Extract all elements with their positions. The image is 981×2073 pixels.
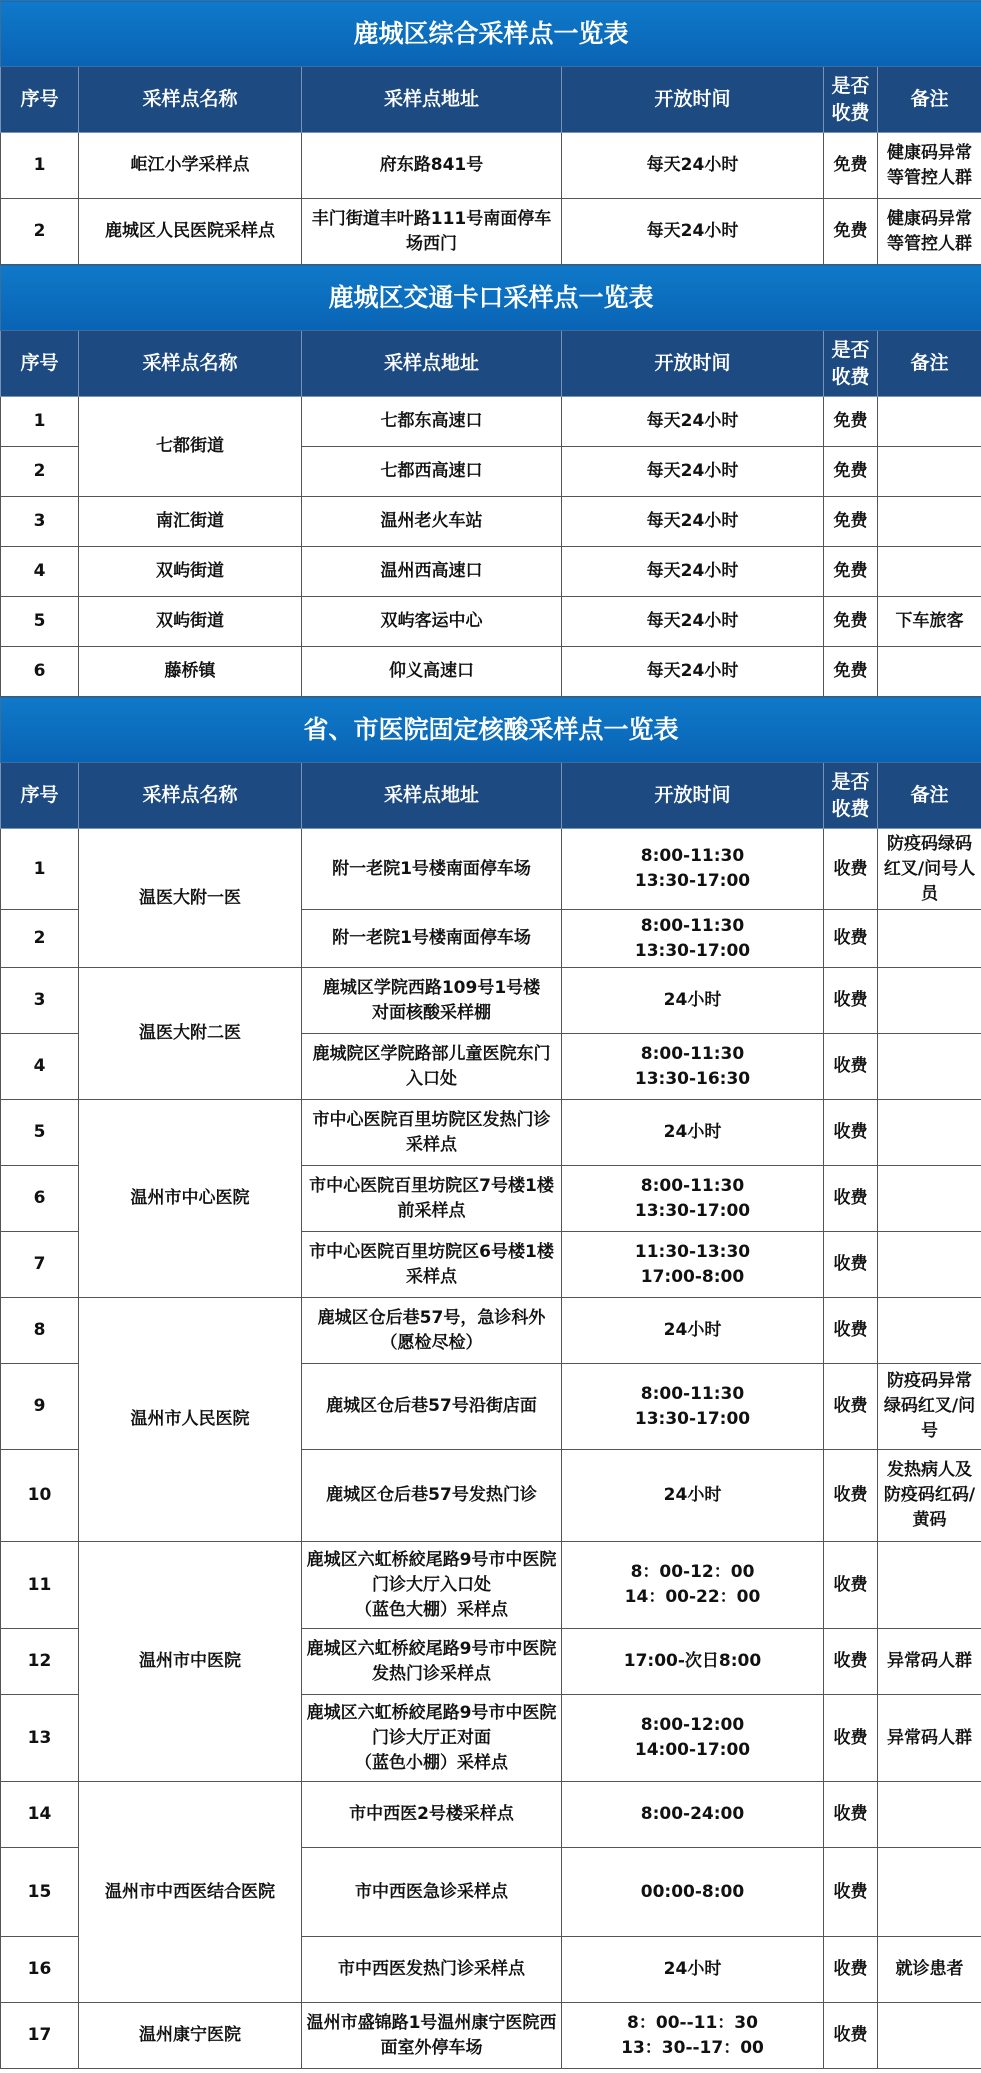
site-name: 温州市中心医院 [79, 1100, 302, 1298]
fee-status: 收费 [824, 1695, 878, 1782]
open-hours: 每天24小时 [562, 397, 824, 447]
remarks [878, 447, 981, 497]
remarks: 防疫码绿码 红叉/问号人员 [878, 829, 981, 910]
column-header-no: 序号 [1, 763, 79, 829]
fee-status: 免费 [824, 397, 878, 447]
site-name: 温州市中西医结合医院 [79, 1782, 302, 2003]
column-header-time: 开放时间 [562, 331, 824, 397]
row-number: 3 [1, 497, 79, 547]
table-row [1, 647, 981, 697]
row-number: 16 [1, 1937, 79, 2003]
column-header-name: 采样点名称 [79, 763, 302, 829]
fee-status: 收费 [824, 1100, 878, 1166]
site-address: 市中西医2号楼采样点 [302, 1782, 562, 1848]
site-name: 温医大附一医 [79, 829, 302, 968]
table-row [1, 1542, 981, 1629]
site-name: 鹿城区人民医院采样点 [79, 199, 302, 265]
fee-status: 收费 [824, 1166, 878, 1232]
row-number: 6 [1, 647, 79, 697]
site-address: 温州老火车站 [302, 497, 562, 547]
site-address: 鹿城区仓后巷57号，急诊科外 （愿检尽检） [302, 1298, 562, 1364]
fee-status: 收费 [824, 968, 878, 1034]
site-address: 双屿客运中心 [302, 597, 562, 647]
row-number: 11 [1, 1542, 79, 1629]
row-number: 4 [1, 547, 79, 597]
open-hours: 每天24小时 [562, 597, 824, 647]
site-address: 市中心医院百里坊院区6号楼1楼 采样点 [302, 1232, 562, 1298]
row-number: 8 [1, 1298, 79, 1364]
remarks [878, 1166, 981, 1232]
row-number: 5 [1, 597, 79, 647]
fee-status: 收费 [824, 1937, 878, 2003]
column-header-note: 备注 [878, 331, 981, 397]
remarks [878, 1232, 981, 1298]
table-row [1, 497, 981, 547]
table-row [1, 829, 981, 910]
remarks: 防疫码异常 绿码红叉/问号 [878, 1364, 981, 1450]
fee-status: 收费 [824, 2003, 878, 2069]
fee-status: 免费 [824, 547, 878, 597]
remarks: 异常码人群 [878, 1695, 981, 1782]
site-address: 温州市盛锦路1号温州康宁医院西 面室外停车场 [302, 2003, 562, 2069]
open-hours: 8:00-12:00 14:00-17:00 [562, 1695, 824, 1782]
open-hours: 8:00-11:30 13:30-16:30 [562, 1034, 824, 1100]
fee-status: 免费 [824, 647, 878, 697]
open-hours: 17:00-次日8:00 [562, 1629, 824, 1695]
open-hours: 8:00-11:30 13:30-17:00 [562, 1364, 824, 1450]
column-header-no: 序号 [1, 67, 79, 133]
row-number: 4 [1, 1034, 79, 1100]
column-header-name: 采样点名称 [79, 67, 302, 133]
table-row [1, 133, 981, 199]
row-number: 3 [1, 968, 79, 1034]
remarks [878, 1100, 981, 1166]
open-hours: 每天24小时 [562, 647, 824, 697]
remarks [878, 2003, 981, 2069]
site-address: 鹿城区六虹桥絞尾路9号市中医院 门诊大厅入口处 （蓝色大棚）采样点 [302, 1542, 562, 1629]
open-hours: 每天24小时 [562, 133, 824, 199]
row-number: 9 [1, 1364, 79, 1450]
fee-status: 收费 [824, 1034, 878, 1100]
remarks [878, 547, 981, 597]
row-number: 2 [1, 447, 79, 497]
fee-status: 免费 [824, 447, 878, 497]
open-hours: 11:30-13:30 17:00-8:00 [562, 1232, 824, 1298]
row-number: 1 [1, 397, 79, 447]
table-row [1, 968, 981, 1034]
table-row [1, 547, 981, 597]
site-address: 市中西医急诊采样点 [302, 1848, 562, 1937]
site-address: 温州西高速口 [302, 547, 562, 597]
table-row [1, 597, 981, 647]
site-address: 七都东高速口 [302, 397, 562, 447]
site-address: 鹿城区六虹桥絞尾路9号市中医院 发热门诊采样点 [302, 1629, 562, 1695]
row-number: 6 [1, 1166, 79, 1232]
site-name: 温州市中医院 [79, 1542, 302, 1782]
remarks [878, 647, 981, 697]
row-number: 5 [1, 1100, 79, 1166]
row-number: 12 [1, 1629, 79, 1695]
remarks [878, 1298, 981, 1364]
open-hours: 8：00--11：30 13：30--17：00 [562, 2003, 824, 2069]
site-address: 市中心医院百里坊院区7号楼1楼 前采样点 [302, 1166, 562, 1232]
section-title: 鹿城区交通卡口采样点一览表 [1, 265, 981, 331]
row-number: 10 [1, 1450, 79, 1542]
column-header-fee: 是否收费 [824, 67, 878, 133]
fee-status: 收费 [824, 1298, 878, 1364]
open-hours: 24小时 [562, 1450, 824, 1542]
remarks [878, 910, 981, 968]
row-number: 1 [1, 829, 79, 910]
column-header-time: 开放时间 [562, 67, 824, 133]
remarks: 健康码异常等管控人群 [878, 133, 981, 199]
column-header-addr: 采样点地址 [302, 331, 562, 397]
remarks [878, 968, 981, 1034]
fee-status: 收费 [824, 1542, 878, 1629]
site-address: 仰义高速口 [302, 647, 562, 697]
remarks: 下车旅客 [878, 597, 981, 647]
table-row [1, 1782, 981, 1848]
column-header-note: 备注 [878, 67, 981, 133]
column-header-addr: 采样点地址 [302, 67, 562, 133]
open-hours: 00:00-8:00 [562, 1848, 824, 1937]
table-row [1, 199, 981, 265]
section-title: 鹿城区综合采样点一览表 [1, 1, 981, 67]
row-number: 17 [1, 2003, 79, 2069]
open-hours: 24小时 [562, 1100, 824, 1166]
site-name: 藤桥镇 [79, 647, 302, 697]
open-hours: 24小时 [562, 1937, 824, 2003]
site-address: 附一老院1号楼南面停车场 [302, 910, 562, 968]
site-name: 岠江小学采样点 [79, 133, 302, 199]
column-header-name: 采样点名称 [79, 331, 302, 397]
remarks: 健康码异常等管控人群 [878, 199, 981, 265]
column-header-note: 备注 [878, 763, 981, 829]
row-number: 13 [1, 1695, 79, 1782]
site-address: 府东路841号 [302, 133, 562, 199]
column-header-fee: 是否收费 [824, 331, 878, 397]
site-address: 市中心医院百里坊院区发热门诊 采样点 [302, 1100, 562, 1166]
section-title: 省、市医院固定核酸采样点一览表 [1, 697, 981, 763]
open-hours: 24小时 [562, 968, 824, 1034]
row-number: 14 [1, 1782, 79, 1848]
site-address: 丰门街道丰叶路111号南面停车场西门 [302, 199, 562, 265]
open-hours: 每天24小时 [562, 447, 824, 497]
open-hours: 8:00-11:30 13:30-17:00 [562, 1166, 824, 1232]
open-hours: 8:00-11:30 13:30-17:00 [562, 829, 824, 910]
fee-status: 收费 [824, 1629, 878, 1695]
site-address: 附一老院1号楼南面停车场 [302, 829, 562, 910]
remarks [878, 1034, 981, 1100]
site-name: 双屿街道 [79, 597, 302, 647]
site-address: 鹿城区仓后巷57号发热门诊 [302, 1450, 562, 1542]
fee-status: 收费 [824, 1782, 878, 1848]
site-name: 南汇街道 [79, 497, 302, 547]
open-hours: 8:00-24:00 [562, 1782, 824, 1848]
fee-status: 收费 [824, 910, 878, 968]
remarks [878, 497, 981, 547]
column-header-time: 开放时间 [562, 763, 824, 829]
table-row [1, 1298, 981, 1364]
fee-status: 免费 [824, 497, 878, 547]
fee-status: 收费 [824, 829, 878, 910]
fee-status: 免费 [824, 597, 878, 647]
fee-status: 收费 [824, 1364, 878, 1450]
table-row [1, 2003, 981, 2069]
table-row [1, 1100, 981, 1166]
column-header-fee: 是否收费 [824, 763, 878, 829]
site-name: 双屿街道 [79, 547, 302, 597]
row-number: 7 [1, 1232, 79, 1298]
table-row [1, 397, 981, 447]
site-name: 七都街道 [79, 397, 302, 497]
remarks [878, 397, 981, 447]
remarks [878, 1542, 981, 1629]
site-address: 鹿城区仓后巷57号沿街店面 [302, 1364, 562, 1450]
row-number: 1 [1, 133, 79, 199]
column-header-no: 序号 [1, 331, 79, 397]
open-hours: 每天24小时 [562, 547, 824, 597]
row-number: 2 [1, 199, 79, 265]
column-header-addr: 采样点地址 [302, 763, 562, 829]
site-address: 鹿城区六虹桥絞尾路9号市中医院 门诊大厅正对面 （蓝色小棚）采样点 [302, 1695, 562, 1782]
site-address: 七都西高速口 [302, 447, 562, 497]
site-address: 市中西医发热门诊采样点 [302, 1937, 562, 2003]
row-number: 15 [1, 1848, 79, 1937]
remarks [878, 1782, 981, 1848]
fee-status: 收费 [824, 1232, 878, 1298]
site-name: 温州市人民医院 [79, 1298, 302, 1542]
fee-status: 免费 [824, 133, 878, 199]
open-hours: 8：00-12：00 14：00-22：00 [562, 1542, 824, 1629]
site-name: 温医大附二医 [79, 968, 302, 1100]
open-hours: 8:00-11:30 13:30-17:00 [562, 910, 824, 968]
remarks [878, 1848, 981, 1937]
site-address: 鹿城院区学院路部儿童医院东门 入口处 [302, 1034, 562, 1100]
fee-status: 免费 [824, 199, 878, 265]
fee-status: 收费 [824, 1848, 878, 1937]
fee-status: 收费 [824, 1450, 878, 1542]
row-number: 2 [1, 910, 79, 968]
open-hours: 每天24小时 [562, 497, 824, 547]
site-name: 温州康宁医院 [79, 2003, 302, 2069]
remarks: 发热病人及 防疫码红码/ 黄码 [878, 1450, 981, 1542]
open-hours: 每天24小时 [562, 199, 824, 265]
remarks: 异常码人群 [878, 1629, 981, 1695]
open-hours: 24小时 [562, 1298, 824, 1364]
remarks: 就诊患者 [878, 1937, 981, 2003]
site-address: 鹿城区学院西路109号1号楼 对面核酸采样棚 [302, 968, 562, 1034]
